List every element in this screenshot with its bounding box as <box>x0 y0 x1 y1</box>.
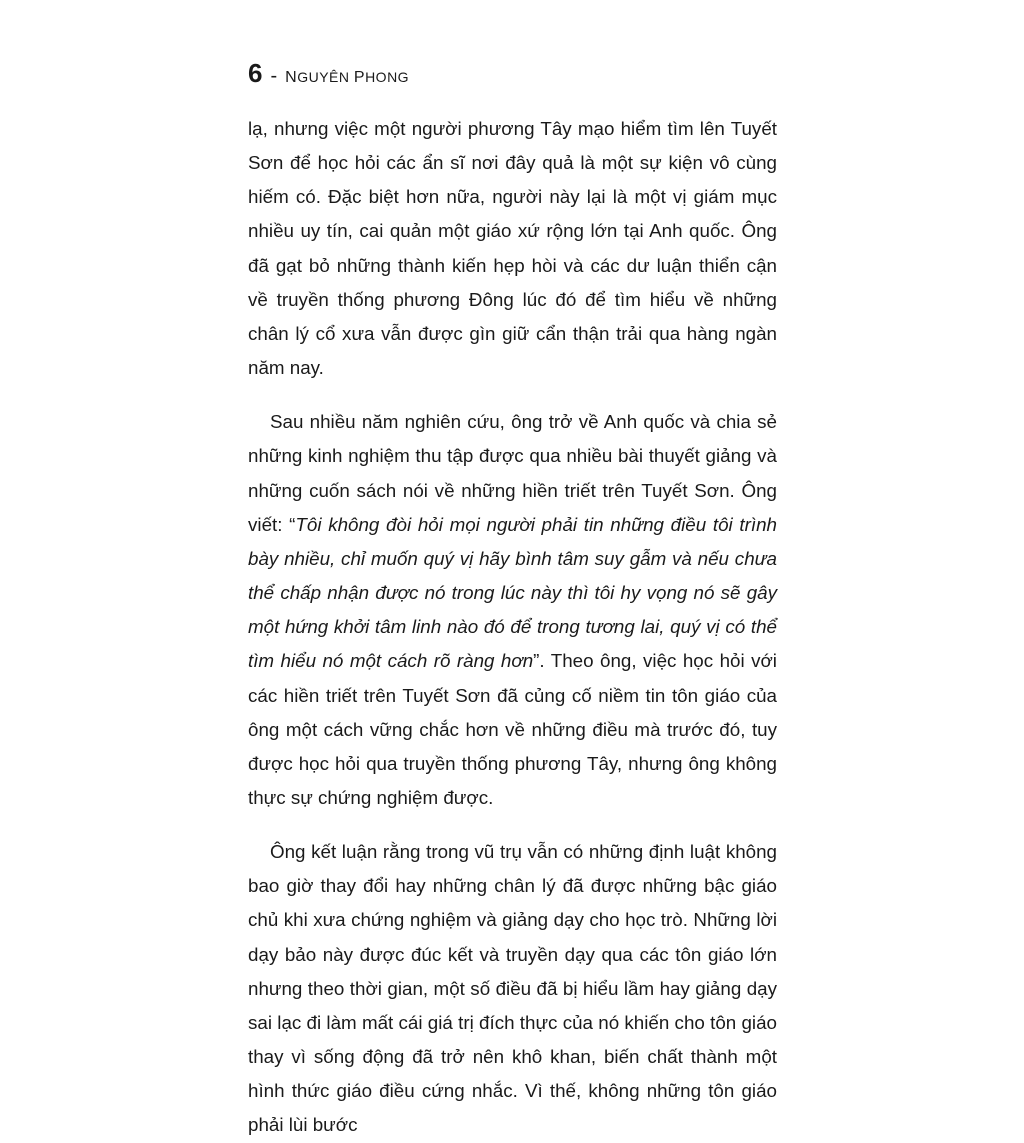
paragraph-quote-lead: Sau nhiều năm nghiên cứu, ông trở về Anh quốc và chia sẻ những kinh nghiệm thu tập được qua nhiều bài thuyết giảng và những cuốn sách nói về những hiền triết trên Tuyết Sơn. Ông viết: “ <box>248 411 777 535</box>
paragraph-quote <box>248 405 777 815</box>
running-head-author <box>285 69 409 87</box>
header-separator: - <box>270 65 278 87</box>
italic-quotation: Tôi không đòi hỏi mọi người phải tin những điều tôi trình bày nhiều, chỉ muốn quý vị hãy bình tâm suy gẫm và nếu chưa thể chấp nhận được nó trong lúc này thì tôi hy vọng nó sẽ gây một hứng khởi tâm linh nào đó để trong tương lai, quý vị có thể tìm hiểu nó một cách rõ ràng hơn <box>248 513 777 672</box>
page-number: 6 <box>248 58 263 88</box>
author-rest-second: HONG <box>365 69 410 85</box>
author-initial-first: N <box>285 69 298 86</box>
paragraph-conclusion: Ông kết luận rằng trong vũ trụ vẫn có những định luật không bao giờ thay đổi hay những chân lý đã được những bậc giáo chủ khi xưa chứng nghiệm và giảng dạy cho học trò. Những lời dạy bảo này được đúc kết và truyền dạy qua các tôn giáo lớn nhưng theo thời gian, một số điều đã bị hiểu lầm hay giảng dạy sai lạc đi làm mất cái giá trị đích thực của nó khiến cho tôn giáo thay vì sống động đã trở nên khô khan, biến chất thành một hình thức giáo điều cứng nhắc. Vì thế, không những tôn giáo phải lùi bước <box>248 841 777 1136</box>
paragraph-quote-tail: ”. Theo ông, việc học hỏi với các hiền triết trên Tuyết Sơn đã củng cố niềm tin tôn giáo của ông một cách vững chắc hơn về những điều mà trước đó, tuy được học hỏi qua truyền thống phương Tây, nhưng ông không thực sự chứng nghiệm được. <box>248 650 777 808</box>
page-header <box>248 58 409 89</box>
body-text <box>248 112 777 1143</box>
author-rest-first: GUYÊN <box>297 69 354 85</box>
paragraph-continued: lạ, nhưng việc một người phương Tây mạo hiểm tìm lên Tuyết Sơn để học hỏi các ẩn sĩ nơi đây quả là một sự kiện vô cùng hiếm có. Đặc biệt hơn nữa, người này lại là một vị giám mục nhiều uy tín, cai quản một giáo xứ rộng lớn tại Anh quốc. Ông đã gạt bỏ những thành kiến hẹp hòi và các dư luận thiển cận về truyền thống phương Đông lúc đó để tìm hiểu về những chân lý cổ xưa vẫn được gìn giữ cẩn thận trải qua hàng ngàn năm nay. <box>248 118 777 379</box>
author-initial-second: P <box>353 69 366 86</box>
